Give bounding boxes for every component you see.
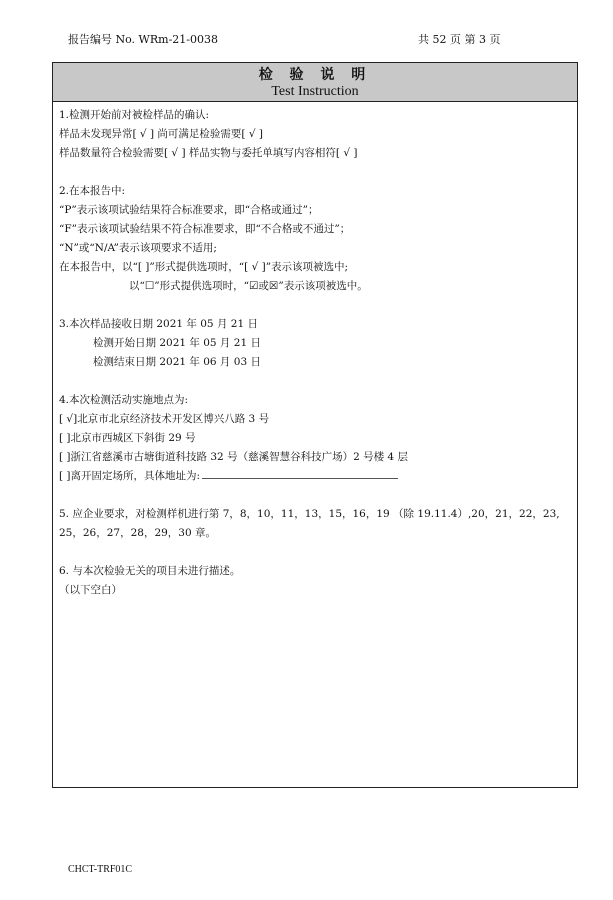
instruction-box: [52, 62, 578, 788]
location-option-3: [ ]浙江省慈溪市古塘街道科技路 32 号（慈溪智慧谷科技广场）2 号楼 4 层: [59, 451, 408, 463]
section4-heading: 4.本次检测活动实施地点为:: [59, 394, 189, 406]
address-blank-line: [202, 467, 398, 479]
section2-line-bracket: 在本报告中，以“[ ]”形式提供选项时，“[ √ ]”表示该项被选中;: [59, 261, 349, 273]
title-english: Test Instruction: [271, 84, 359, 99]
section3-start-date: 检测开始日期 2021 年 05 月 21 日: [93, 337, 261, 349]
title-bar: [53, 63, 577, 102]
section1-line2: 样品数量符合检验需要[ √ ] 样品实物与委托单填写内容相符[ √ ]: [59, 147, 358, 159]
form-code: CHCT-TRF01C: [68, 864, 133, 875]
section2-line-n: “N”或“N/A”表示该项要求不适用;: [59, 242, 217, 254]
section2-line-box: 以“☐”形式提供选项时，“☑或☒”表示该项被选中。: [129, 280, 368, 292]
report-number: 报告编号 No. WRm-21-0038: [68, 33, 218, 46]
blank-note: （以下空白）: [59, 584, 122, 596]
section3-received-date: 3.本次样品接收日期 2021 年 05 月 21 日: [59, 318, 258, 330]
title-chinese: 检 验 说 明: [258, 67, 372, 83]
section2-heading: 2.在本报告中:: [59, 185, 126, 197]
location-option-4: [59, 467, 577, 486]
section2-line-f: “F”表示该项试验结果不符合标准要求，即“不合格或不通过”；: [59, 223, 351, 235]
section6-text: 6. 与本次检验无关的项目未进行描述。: [59, 565, 241, 577]
location-option-2: [ ]北京市西城区下斜街 29 号: [59, 432, 196, 444]
location-option-4-label: [ ]离开固定场所，具体地址为:: [59, 470, 201, 482]
section1-heading: 1.检测开始前对被检样品的确认:: [59, 109, 210, 121]
section1-line1: 样品未发现异常[ √ ] 尚可满足检验需要[ √ ]: [59, 128, 263, 140]
section3-end-date: 检测结束日期 2021 年 06 月 03 日: [93, 356, 261, 368]
instruction-content: [53, 102, 577, 600]
location-option-1: [ √]北京市北京经济技术开发区博兴八路 3 号: [59, 413, 270, 425]
section2-line-p: “P”表示该项试验结果符合标准要求，即“合格或通过”；: [59, 204, 319, 216]
section5-text: 5. 应企业要求，对检测样机进行第 7，8，10，11，13，15，16，19 （除 19.11.4）,20，21，22，23, 25，26，27，28，29，30 章。: [59, 508, 560, 539]
page-info: 共 52 页 第 3 页: [418, 33, 501, 46]
